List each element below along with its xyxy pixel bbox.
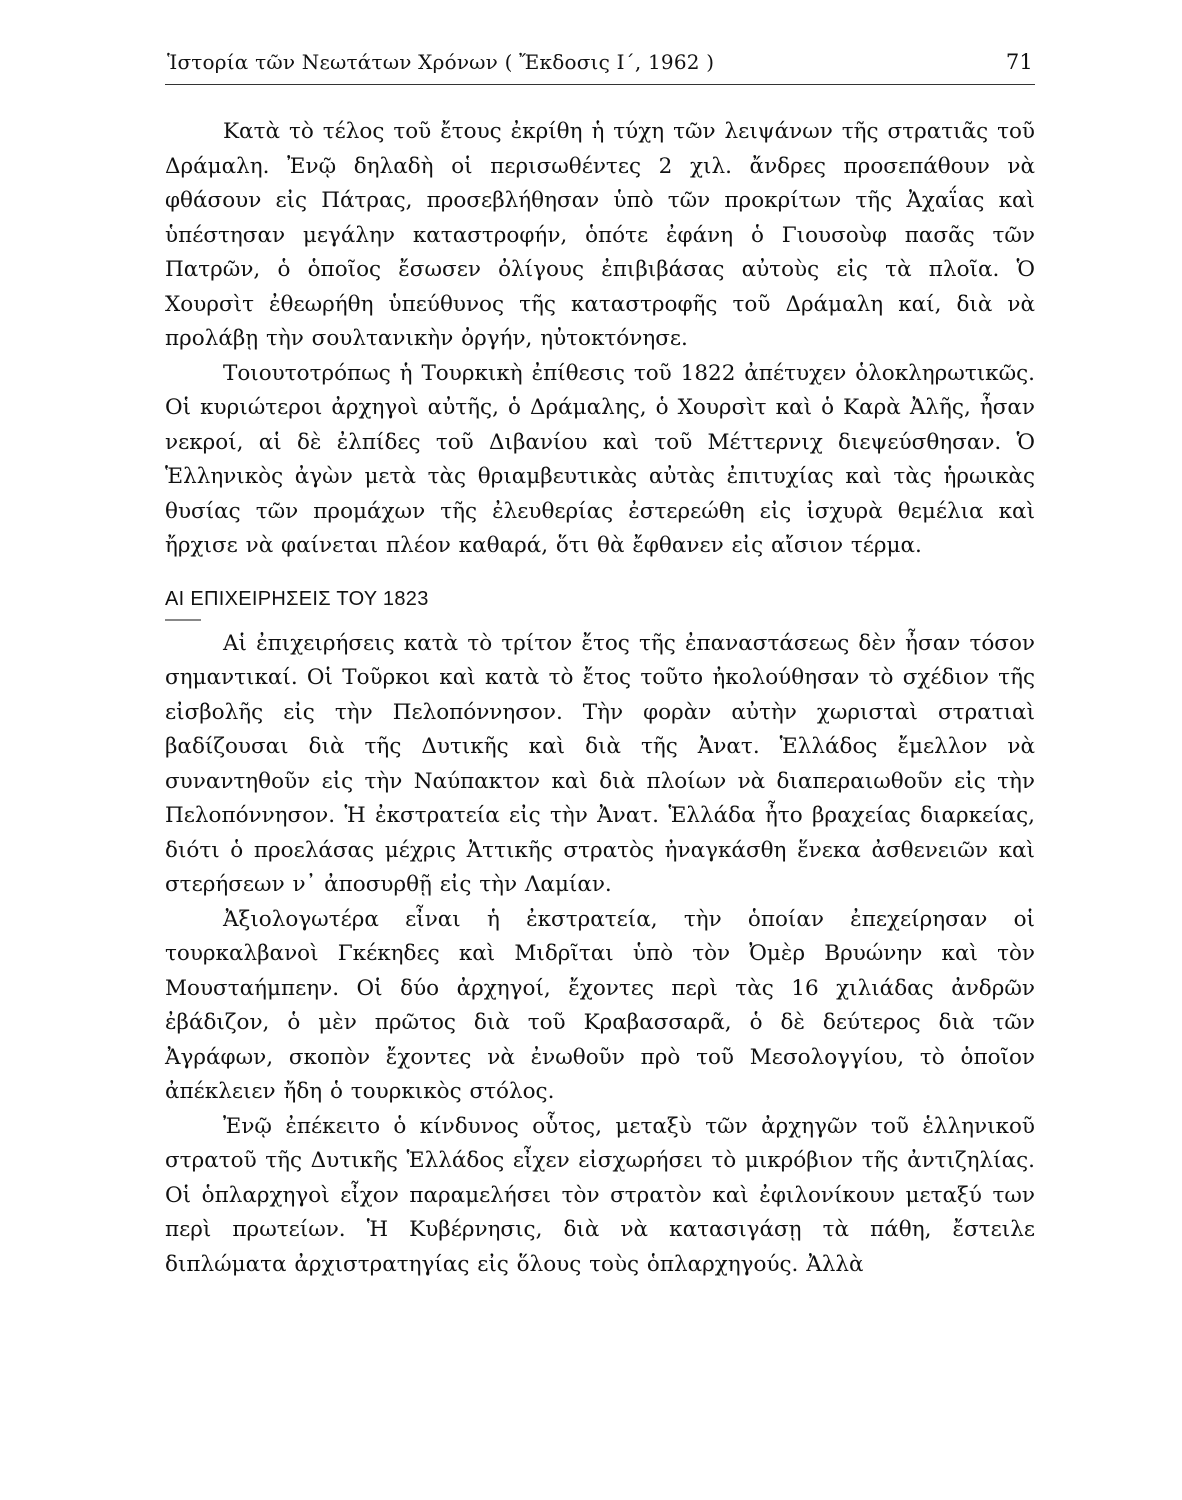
running-header	[165, 40, 1035, 85]
paragraph: Ἀξιολογωτέρα εἶναι ἡ ἐκστρατεία, τὴν ὁποίαν ἐπεχείρησαν οἱ τουρκαλβανοὶ Γκέκηδες καὶ Μιδρῖται ὑπὸ τὸν Ὀμὲρ Βρυώνην καὶ τὸν Μουσταήμπεην. Οἱ δύο ἀρχηγοί, ἔχοντες περὶ τὰς 16 χιλιάδας ἀνδρῶν ἐβάδιζον, ὁ μὲν πρῶτος διὰ τοῦ Κραβασσαρᾶ, ὁ δὲ δεύτερος διὰ τῶν Ἀγράφων, σκοπὸν ἔχοντες νὰ ἐνωθοῦν πρὸ τοῦ Μεσολογγίου, τὸ ὁποῖον ἀπέκλειεν ἤδη ὁ τουρκικὸς στόλος.	[165, 906, 1035, 1104]
running-title: Ἱστορία τῶν Νεωτάτων Χρόνων ( Ἔκδοσις Ι΄, 1962 )	[167, 50, 715, 74]
heading-underline	[165, 619, 201, 621]
body-text	[165, 115, 1035, 1282]
paragraph: Τοιουτοτρόπως ἡ Τουρκικὴ ἐπίθεσις τοῦ 1822 ἀπέτυχεν ὁλοκληρωτικῶς. Οἱ κυριώτεροι ἀρχηγοὶ αὐτῆς, ὁ Δράμαλης, ὁ Χουρσὶτ καὶ ὁ Καρὰ Ἀλῆς, ἦσαν νεκροί, αἱ δὲ ἐλπίδες τοῦ Διβανίου καὶ τοῦ Μέττερνιχ διεψεύσθησαν. Ὁ Ἑλληνικὸς ἀγὼν μετὰ τὰς θριαμβευτικὰς αὐτὰς ἐπιτυχίας καὶ τὰς ἡρωικὰς θυσίας τῶν προμάχων τῆς ἐλευθερίας ἐστερεώθη εἰς ἰσχυρὰ θεμέλια καὶ ἤρχισε νὰ φαίνεται πλέον καθαρά, ὅτι θὰ ἔφθανεν εἰς αἴσιον τέρμα.	[165, 360, 1035, 558]
section-heading-text: ΑΙ ΕΠΙΧΕΙΡΗΣΕΙΣ ΤΟΥ 1823	[165, 587, 429, 610]
page-number: 71	[1005, 50, 1033, 74]
paragraph: Αἱ ἐπιχειρήσεις κατὰ τὸ τρίτον ἔτος τῆς ἐπαναστάσεως δὲν ἦσαν τόσον σημαντικαί. Οἱ Τοῦρκοι καὶ κατὰ τὸ ἔτος τοῦτο ἠκολούθησαν τὸ σχέδιον τῆς εἰσβολῆς εἰς τὴν Πελοπόννησον. Τὴν φορὰν αὐτὴν χωρισταὶ στρατιαὶ βαδίζουσαι διὰ τῆς Δυτικῆς καὶ διὰ τῆς Ἀνατ. Ἑλλάδος ἔμελλον νὰ συναντηθοῦν εἰς τὴν Ναύπακτον καὶ διὰ πλοίων νὰ διαπεραιωθοῦν εἰς τὴν Πελοπόννησον. Ἡ ἐκστρατεία εἰς τὴν Ἀνατ. Ἑλλάδα ἦτο βραχείας διαρκείας, διότι ὁ προελάσας μέχρις Ἀττικῆς στρατὸς ἠναγκάσθη ἕνεκα ἀσθενειῶν καὶ στερήσεων ν᾿ ἀποσυρθῇ εἰς τὴν Λαμίαν.	[165, 630, 1035, 897]
book-page	[165, 40, 1035, 1282]
paragraph: Κατὰ τὸ τέλος τοῦ ἔτους ἐκρίθη ἡ τύχη τῶν λειψάνων τῆς στρατιᾶς τοῦ Δράμαλη. Ἐνῷ δηλαδὴ οἱ περισωθέντες 2 χιλ. ἄνδρες προσεπάθουν νὰ φθάσουν εἰς Πάτρας, προσεβλήθησαν ὑπὸ τῶν προκρίτων τῆς Ἀχαΐας καὶ ὑπέστησαν μεγάλην καταστροφήν, ὁπότε ἐφάνη ὁ Γιουσοὺφ πασᾶς τῶν Πατρῶν, ὁ ὁποῖος ἔσωσεν ὀλίγους ἐπιβιβάσας αὐτοὺς εἰς τὰ πλοῖα. Ὁ Χουρσὶτ ἐθεωρήθη ὑπεύθυνος τῆς καταστροφῆς τοῦ Δράμαλη καί, διὰ νὰ προλάβῃ τὴν σουλτανικὴν ὀργήν, ηὐτοκτόνησε.	[165, 119, 1035, 351]
paragraph: Ἐνῷ ἐπέκειτο ὁ κίνδυνος οὗτος, μεταξὺ τῶν ἀρχηγῶν τοῦ ἑλληνικοῦ στρατοῦ τῆς Δυτικῆς Ἑλλάδος εἶχεν εἰσχωρήσει τὸ μικρόβιον τῆς ἀντιζηλίας. Οἱ ὁπλαρχηγοὶ εἶχον παραμελήσει τὸν στρατὸν καὶ ἐφιλονίκουν μεταξύ των περὶ πρωτείων. Ἡ Κυβέρνησις, διὰ νὰ κατασιγάσῃ τὰ πάθη, ἔστειλε διπλώματα ἀρχιστρατηγίας εἰς ὅλους τοὺς ὁπλαρχηγούς. Ἀλλὰ	[165, 1113, 1035, 1277]
section-heading	[165, 588, 1035, 621]
